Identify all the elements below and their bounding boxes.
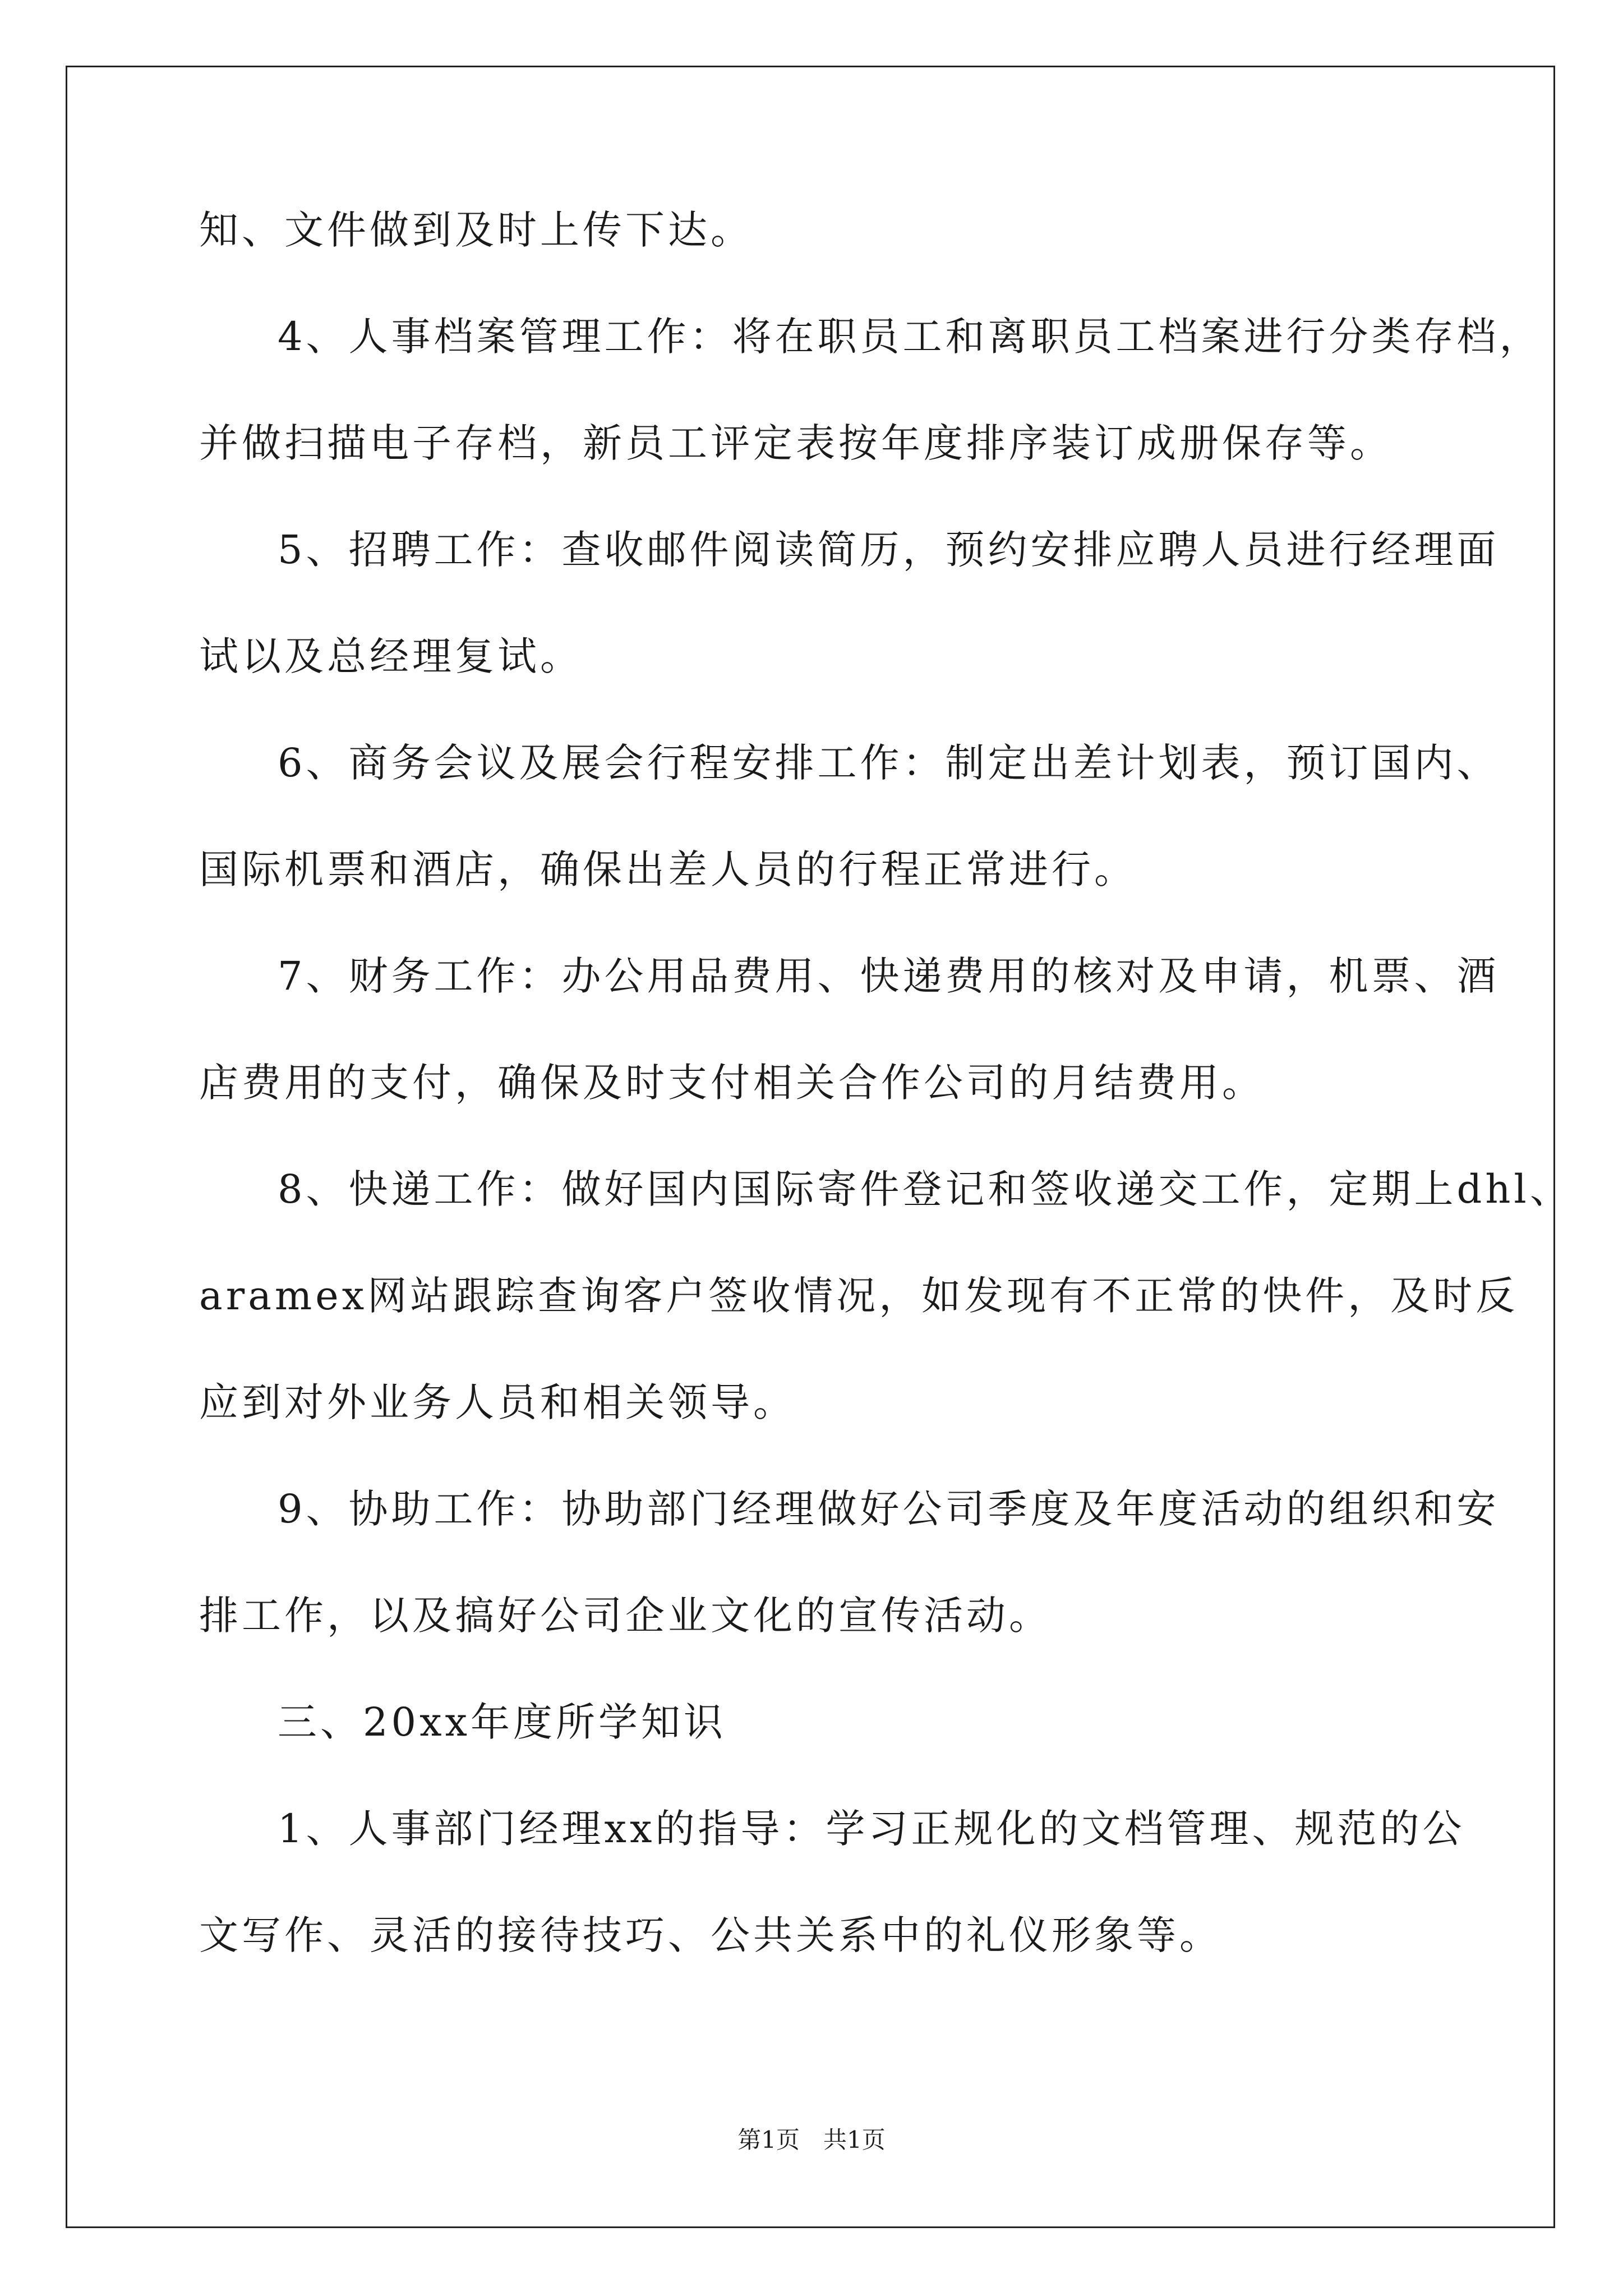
text-line-10: 8、快递工作：做好国内国际寄件登记和签收递交工作，定期上dhl、 (278, 1166, 1573, 1212)
text-line-9: 店费用的支付，确保及时支付相关合作公司的月结费用。 (199, 1060, 1265, 1106)
text-line-5: 试以及总经理复试。 (199, 633, 583, 679)
text-line-16: 1、人事部门经理xx的指导：学习正规化的文档管理、规范的公 (278, 1806, 1465, 1852)
text-line-1: 知、文件做到及时上传下达。 (199, 207, 753, 253)
text-line-12: 应到对外业务人员和相关领导。 (199, 1379, 796, 1425)
text-line-14: 排工作，以及搞好公司企业文化的宣传活动。 (199, 1593, 1052, 1639)
text-line-4: 5、招聘工作：查收邮件阅读简历，预约安排应聘人员进行经理面 (278, 527, 1500, 573)
page-footer: 第1页 共1页 (737, 2126, 886, 2154)
text-line-11: aramex网站跟踪查询客户签收情况，如发现有不正常的快件，及时反 (199, 1273, 1519, 1319)
text-line-6: 6、商务会议及展会行程安排工作：制定出差计划表，预订国内、 (278, 740, 1500, 786)
text-line-3: 并做扫描电子存档，新员工评定表按年度排序装订成册保存等。 (199, 420, 1393, 466)
page-border (66, 66, 1555, 2228)
text-line-13: 9、协助工作：协助部门经理做好公司季度及年度活动的组织和安 (278, 1486, 1500, 1532)
text-line-7: 国际机票和酒店，确保出差人员的行程正常进行。 (199, 846, 1137, 892)
text-line-2: 4、人事档案管理工作：将在职员工和离职员工档案进行分类存档， (278, 314, 1542, 360)
text-line-17: 文写作、灵活的接待技巧、公共关系中的礼仪形象等。 (199, 1912, 1222, 1958)
text-line-8: 7、财务工作：办公用品费用、快递费用的核对及申请，机票、酒 (278, 953, 1500, 999)
text-line-15: 三、20xx年度所学知识 (278, 1699, 727, 1745)
